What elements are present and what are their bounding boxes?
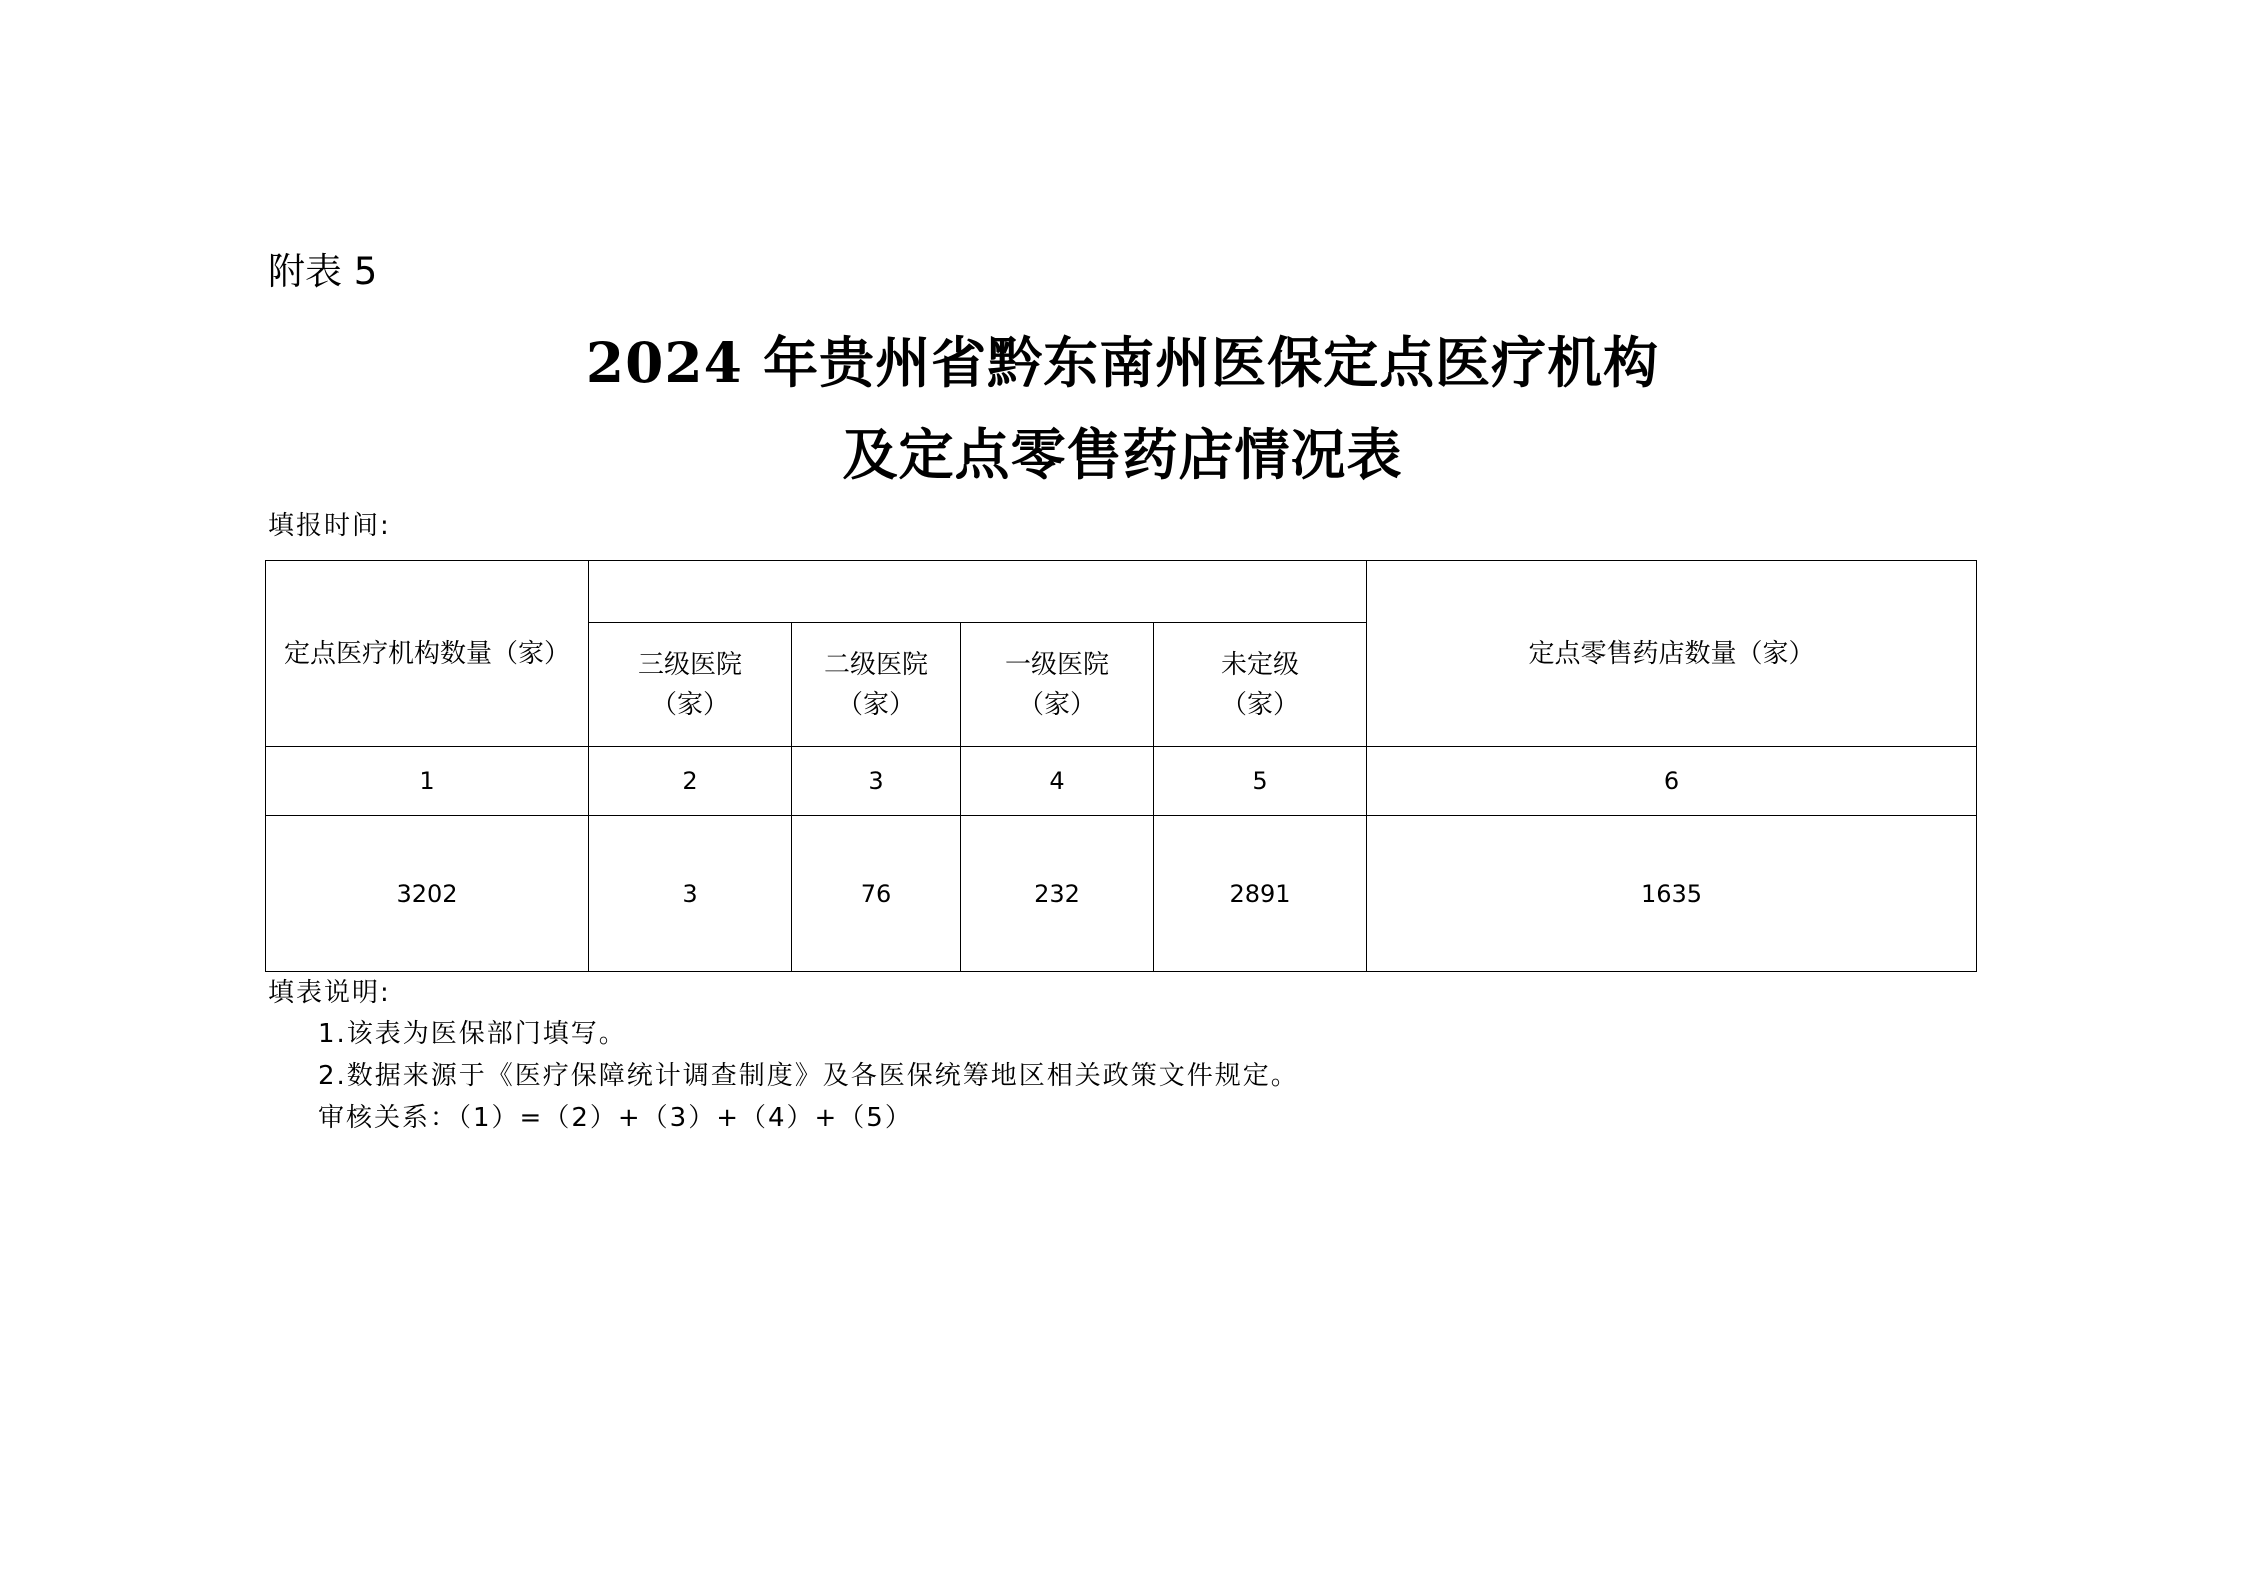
column-number-cell: 6 xyxy=(1367,747,1977,816)
report-table xyxy=(265,560,1977,972)
value-cell: 3 xyxy=(589,816,792,972)
unrated-hospital-unit: （家） xyxy=(1220,689,1299,720)
header-row-top xyxy=(266,561,1977,623)
note-audit-relation: 审核关系：（1）=（2）+（3）+（4）+（5） xyxy=(318,1103,913,1133)
level1-hospital-header xyxy=(961,623,1154,747)
value-cell: 232 xyxy=(961,816,1154,972)
attachment-label: 附表 5 xyxy=(268,250,378,293)
data-row xyxy=(266,816,1977,972)
value-cell: 76 xyxy=(792,816,961,972)
institution-count-header xyxy=(266,561,589,747)
column-number-cell: 3 xyxy=(792,747,961,816)
level1-hospital-label: 一级医院 xyxy=(1004,649,1109,680)
value-cell: 2891 xyxy=(1154,816,1367,972)
unrated-hospital-label: 未定级 xyxy=(1220,649,1299,680)
column-number-row xyxy=(266,747,1977,816)
level3-hospital-header xyxy=(589,623,792,747)
page-title-line1: 2024 年贵州省黔东南州医保定点医疗机构 xyxy=(585,330,1660,395)
note-item: 2.数据来源于《医疗保障统计调查制度》及各医保统筹地区相关政策文件规定。 xyxy=(318,1061,1299,1091)
notes-title: 填表说明: xyxy=(268,978,391,1008)
header-spacer xyxy=(589,561,1367,623)
column-number-cell: 2 xyxy=(589,747,792,816)
level2-hospital-label: 二级医院 xyxy=(823,649,928,680)
level2-hospital-unit: （家） xyxy=(836,689,915,720)
column-number-cell: 4 xyxy=(961,747,1154,816)
pharmacy-count-header xyxy=(1367,561,1977,747)
unrated-hospital-header xyxy=(1154,623,1367,747)
page-title-line2: 及定点零售药店情况表 xyxy=(842,422,1403,487)
value-cell: 1635 xyxy=(1367,816,1977,972)
value-cell: 3202 xyxy=(266,816,589,972)
level2-hospital-header xyxy=(792,623,961,747)
institution-count-header-label: 定点医疗机构数量（家） xyxy=(283,638,570,669)
fill-time-label: 填报时间: xyxy=(268,511,391,541)
level1-hospital-unit: （家） xyxy=(1017,689,1096,720)
pharmacy-count-header-label: 定点零售药店数量（家） xyxy=(1528,638,1815,669)
level3-hospital-unit: （家） xyxy=(650,689,729,720)
level3-hospital-label: 三级医院 xyxy=(637,649,742,680)
column-number-cell: 1 xyxy=(266,747,589,816)
note-item: 1.该表为医保部门填写。 xyxy=(318,1019,627,1049)
column-number-cell: 5 xyxy=(1154,747,1367,816)
